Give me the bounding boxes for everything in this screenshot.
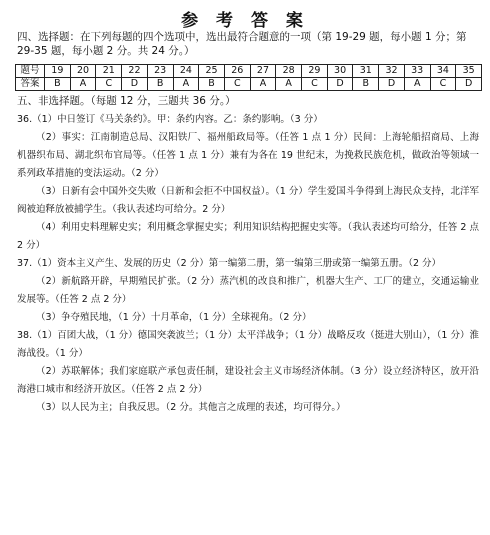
answer-table-number-row bbox=[16, 65, 482, 78]
q36-part2: （2）事实：江南制造总局、汉阳铁厂、福州船政局等。（任答 1 点 1 分）民间：上海轮船招商局、上海机器织布局、湖北织布官局等。（任答 1 点 1 分）兼有为各在 19 世纪末，为挽救民族危机，做政治等领域一系列政革措施的变法运动。（2 分） bbox=[17, 132, 479, 179]
answer-cell: D bbox=[327, 78, 353, 91]
answer-table-answer-row bbox=[16, 78, 482, 91]
row-label-numbers: 题号 bbox=[16, 65, 45, 78]
answer-cell: B bbox=[147, 78, 173, 91]
question-number-cell: 20 bbox=[70, 65, 96, 78]
section-essay-heading: 五、非选择题。（每题 12 分，三题共 36 分。） bbox=[17, 95, 236, 107]
question-number-cell: 30 bbox=[327, 65, 353, 78]
answer-cell: D bbox=[379, 78, 405, 91]
question-number-cell: 21 bbox=[96, 65, 122, 78]
answer-cell: C bbox=[224, 78, 250, 91]
question-number-cell: 31 bbox=[353, 65, 379, 78]
question-number-cell: 24 bbox=[173, 65, 199, 78]
question-number-cell: 25 bbox=[199, 65, 225, 78]
q38-part3: （3）以人民为主；自我反思。（2 分。其他言之成理的表述，均可得分。） bbox=[36, 402, 346, 413]
question-number-cell: 27 bbox=[250, 65, 276, 78]
answer-body bbox=[17, 111, 479, 417]
q36-part4: （4）利用史料理解史实；利用概念掌握史实；利用知识结构把握史实等。（我认表述均可给分，任答 2 点 2 分） bbox=[17, 222, 479, 251]
answer-cell: C bbox=[302, 78, 328, 91]
answer-cell: A bbox=[276, 78, 302, 91]
q38-part1: 38.（1）百团大战，（1 分）德国突袭波兰；（1 分）太平洋战争；（1 分）战略反攻（挺进大别山），（1 分）淮海战役。（1 分） bbox=[17, 330, 479, 359]
question-number-cell: 28 bbox=[276, 65, 302, 78]
question-number-cell: 19 bbox=[45, 65, 71, 78]
answer-cell: A bbox=[404, 78, 430, 91]
answer-cell: D bbox=[456, 78, 482, 91]
question-number-cell: 26 bbox=[224, 65, 250, 78]
q37-part2: （2）新航路开辟，早期殖民扩张。（2 分）蒸汽机的改良和推广，机器大生产、工厂的建立，交通运输业发展等。（任答 2 点 2 分） bbox=[17, 276, 479, 305]
answer-cell: A bbox=[173, 78, 199, 91]
question-number-cell: 33 bbox=[404, 65, 430, 78]
question-number-cell: 29 bbox=[302, 65, 328, 78]
q36-part1: 36.（1）中日签订《马关条约》。甲：条约内容。乙：条约影响。（3 分） bbox=[17, 114, 323, 125]
answer-cell: B bbox=[45, 78, 71, 91]
answer-cell: B bbox=[199, 78, 225, 91]
answer-cell: D bbox=[122, 78, 148, 91]
question-number-cell: 32 bbox=[379, 65, 405, 78]
row-label-answers: 答案 bbox=[16, 78, 45, 91]
question-number-cell: 22 bbox=[122, 65, 148, 78]
question-number-cell: 35 bbox=[456, 65, 482, 78]
question-number-cell: 34 bbox=[430, 65, 456, 78]
answer-cell: C bbox=[430, 78, 456, 91]
q37-part3: （3）争夺殖民地，（1 分）十月革命，（1 分）全球视角。（2 分） bbox=[36, 312, 312, 323]
q38-part2: （2）苏联解体；我们家庭联产承包责任制，建设社会主义市场经济体制。（3 分）设立经济特区，放开沿海港口城市和经济开放区。（任答 2 点 2 分） bbox=[17, 366, 479, 395]
answer-table bbox=[15, 64, 482, 91]
answer-cell: B bbox=[353, 78, 379, 91]
page-title: 参 考 答 案 bbox=[181, 11, 309, 31]
answer-cell: C bbox=[96, 78, 122, 91]
answer-cell: A bbox=[250, 78, 276, 91]
q37-part1: 37.（1）资本主义产生、发展的历史（2 分）第一编第二册，第一编第三册或第一编第五册。（2 分） bbox=[17, 258, 442, 269]
question-number-cell: 23 bbox=[147, 65, 173, 78]
section-choice-heading: 四、选择题：在下列每题的四个选项中，选出最符合题意的一项（第 19-29 题，每小题 1 分；第 29-35 题，每小题 2 分。共 24 分。） bbox=[17, 31, 467, 57]
answer-cell: A bbox=[70, 78, 96, 91]
q36-part3: （3）日新有会中国外交失败（日新和会拒不中国权益）。（1 分）学生爱国斗争得到上海民众支持，北洋军阀被迫释放被捕学生。（我认表述均可给分。2 分） bbox=[17, 186, 479, 215]
